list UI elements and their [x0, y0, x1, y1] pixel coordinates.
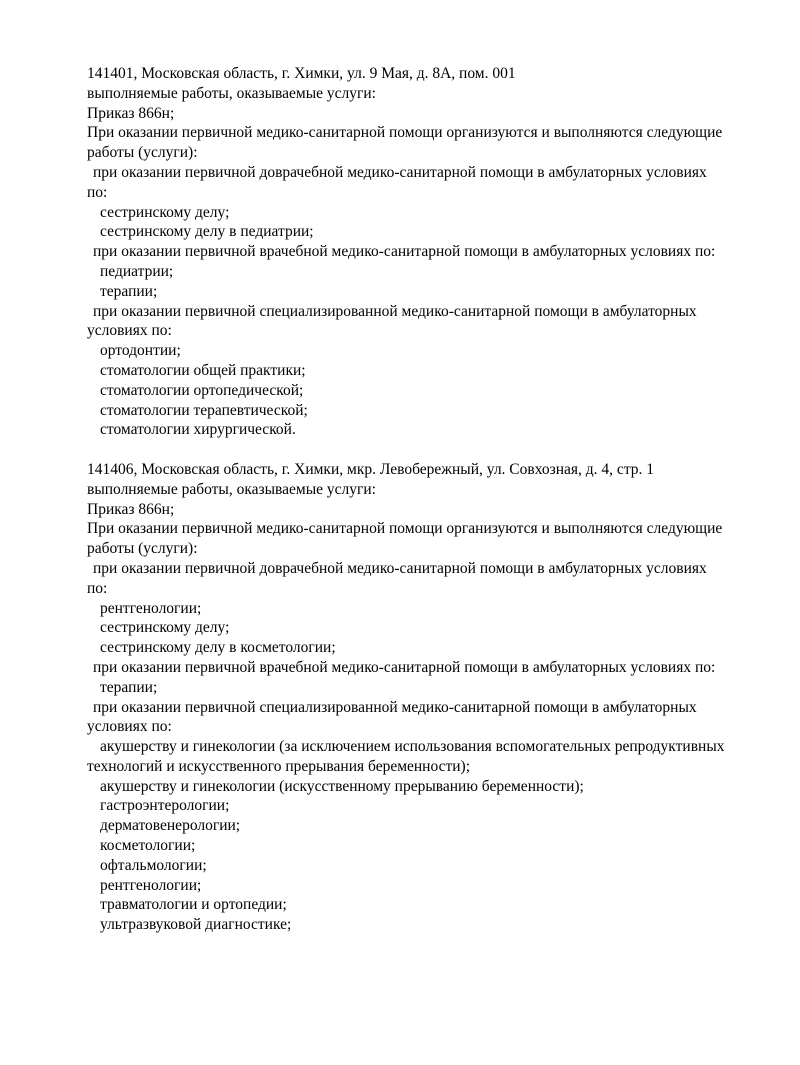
text-line: по:	[87, 579, 108, 597]
text-line: стоматологии общей практики;	[100, 361, 306, 379]
text-line: работы (услуги):	[87, 540, 198, 558]
text-line: 141406, Московская область, г. Химки, мкр. Левобережный, ул. Совхозная, д. 4, стр. 1	[87, 460, 655, 478]
text-line: стоматологии ортопедической;	[100, 381, 304, 399]
text-line: выполняемые работы, оказываемые услуги:	[87, 480, 376, 498]
text-line: дерматовенерологии;	[100, 817, 241, 835]
text-line: условиях по:	[87, 322, 172, 340]
text-line: терапии;	[100, 678, 158, 696]
text-line: При оказании первичной медико-санитарной помощи организуются и выполняются следующие	[87, 124, 723, 142]
text-line: стоматологии хирургической.	[100, 421, 296, 439]
text-line: При оказании первичной медико-санитарной помощи организуются и выполняются следующие	[87, 520, 723, 538]
text-line: выполняемые работы, оказываемые услуги:	[87, 84, 376, 102]
license-address-141401	[87, 64, 760, 440]
text-line: сестринскому делу;	[100, 203, 230, 221]
text-line: по:	[87, 183, 108, 201]
text-line: 141401, Московская область, г. Химки, ул. 9 Мая, д. 8А, пом. 001	[87, 65, 516, 82]
text-line: офтальмологии;	[100, 856, 207, 874]
text-line: при оказании первичной специализированной медико-санитарной помощи в амбулаторных	[93, 698, 697, 716]
text-line: сестринскому делу в косметологии;	[100, 639, 336, 657]
text-line: ультразвуковой диагностике;	[100, 916, 292, 934]
text-line: гастроэнтерологии;	[100, 797, 230, 815]
text-line: терапии;	[100, 282, 158, 300]
text-line: при оказании первичной врачебной медико-санитарной помощи в амбулаторных условиях по:	[93, 658, 716, 676]
license-sections	[87, 64, 760, 935]
text-line: при оказании первичной врачебной медико-санитарной помощи в амбулаторных условиях по:	[93, 243, 716, 261]
license-address-141406	[87, 460, 760, 935]
text-line: рентгенологии;	[100, 876, 202, 894]
text-line: травматологии и ортопедии;	[100, 896, 287, 914]
text-line: при оказании первичной специализированной медико-санитарной помощи в амбулаторных	[93, 302, 697, 320]
text-line: технологий и искусственного прерывания беременности);	[87, 757, 471, 775]
text-line: педиатрии;	[100, 262, 174, 280]
text-line: Приказ 866н;	[87, 104, 175, 122]
text-line: ортодонтии;	[100, 342, 181, 360]
text-line: стоматологии терапевтической;	[100, 401, 308, 419]
text-line: сестринскому делу в педиатрии;	[100, 223, 314, 241]
text-line: акушерству и гинекологии (за исключением использования вспомогательных репродуктивных	[100, 738, 725, 756]
text-line: сестринскому делу;	[100, 619, 230, 637]
text-line: Приказ 866н;	[87, 500, 175, 518]
text-line: акушерству и гинекологии (искусственному прерыванию беременности);	[100, 777, 584, 795]
text-line: работы (услуги):	[87, 144, 198, 162]
text-line: косметологии;	[100, 837, 196, 855]
text-line: условиях по:	[87, 718, 172, 736]
text-line: при оказании первичной доврачебной медико-санитарной помощи в амбулаторных условиях	[93, 559, 707, 577]
text-line: при оказании первичной доврачебной медико-санитарной помощи в амбулаторных условиях	[93, 163, 707, 181]
text-line: рентгенологии;	[100, 599, 202, 617]
